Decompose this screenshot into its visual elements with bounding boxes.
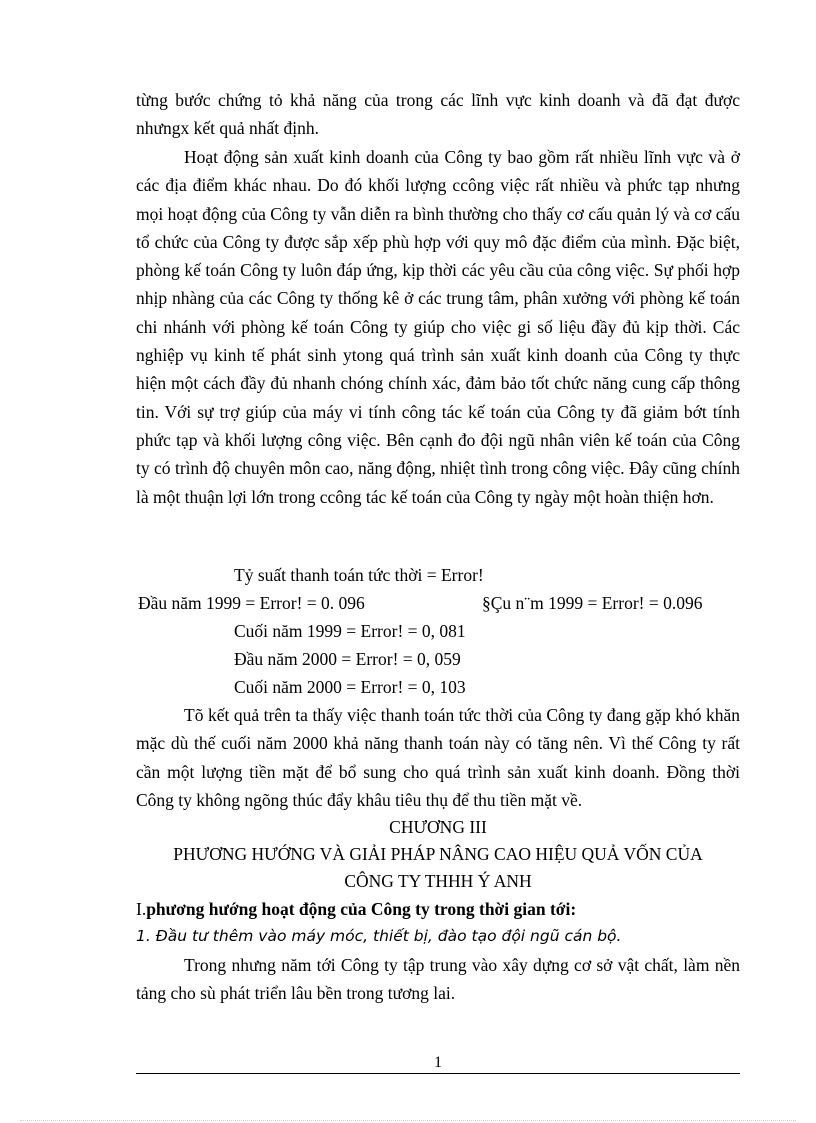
chapter-title-line-2: CÔNG TY THHH Ý ANH	[344, 871, 532, 891]
paragraph-conclusion: Tõ kết quả trên ta thấy việc thanh toán tức thời của Công ty đang gặp khó khăn mặc dù thế cuối năm 2000 khả năng thanh toán này có tăng nên. Vì thế Công ty rất cần một lượng tiền mặt để bổ sung cho quá trình sản xuất kinh doanh. Đồng thời Công ty không ngõng thúc đẩy khâu tiêu thụ để thu tiền mặt về.	[136, 705, 740, 810]
paragraph-investment: Trong nhưng năm tới Công ty tập trung vào xây dựng cơ sở vật chất, làm nền tảng cho sù phát triển lâu bền trong tương lai.	[136, 955, 740, 1004]
section-title: phương hướng hoạt động của Công ty trong thời gian tới:	[146, 899, 577, 919]
section-heading	[136, 897, 740, 921]
formula-start-1999-garbled: §Çu n¨m 1999 = Error! = 0.096	[482, 593, 703, 613]
formula-end-2000: Cuối năm 2000 = Error! = 0, 103	[234, 677, 466, 697]
subsection-heading: 1. Đầu tư thêm vào máy móc, thiết bị, đào tạo đội ngũ cán bộ.	[136, 927, 622, 945]
chapter-title-line-1: PHƯƠNG HƯỚNG VÀ GIẢI PHÁP NÂNG CAO HIỆU QUẢ VỐN CỦA	[173, 844, 703, 864]
formula-start-2000: Đầu năm 2000 = Error! = 0, 059	[234, 649, 461, 669]
chapter-number: CHƯƠNG III	[389, 817, 487, 837]
section-prefix: I.	[136, 899, 147, 919]
page-bottom-edge	[20, 1120, 796, 1121]
ratio-title: Tỷ suất thanh toán tức thời = Error!	[234, 565, 484, 585]
formula-end-1999: Cuối năm 1999 = Error! = 0, 081	[234, 621, 466, 641]
paragraph-continuation: từng bước chứng tỏ khả năng của trong các lĩnh vực kinh doanh và đã đạt được nhưngx kết quả nhất định.	[136, 90, 740, 139]
formula-start-1999: Đầu năm 1999 = Error! = 0. 096	[138, 593, 365, 613]
footer-rule	[136, 1073, 740, 1074]
paragraph-accounting-overview: Hoạt động sản xuất kinh doanh của Công ty bao gồm rất nhiều lĩnh vực và ở các địa điểm khác nhau. Do đó khối lượng ccông việc rất nhiều và phức tạp nhưng mọi hoạt động của Công ty vẫn diễn ra bình thường cho thấy cơ cấu quản lý và cơ cấu tổ chức của Công ty được sắp xếp phù hợp với quy mô đặc điểm của mình. Đặc biệt, phòng kế toán Công ty luôn đáp ứng, kịp thời các yêu cầu của công việc. Sự phối hợp nhịp nhàng của các Công ty thống kê ở các trung tâm, phân xưởng với phòng kế toán chi nhánh với phòng kế toán Công ty giúp cho việc gi số liệu đầy đủ kịp thời. Các nghiệp vụ kinh tế phát sinh ytong quá trình sản xuất kinh doanh của Công ty thực hiện một cách đầy đủ nhanh chóng chính xác, đảm bảo tốt chức năng cung cấp thông tin. Với sự trợ giúp của máy vi tính công tác kế toán của Công ty đã giảm bớt tính phức tạp và khối lượng công việc. Bên cạnh đo đội ngũ nhân viên kế toán của Công ty có trình độ chuyên môn cao, năng động, nhiệt tình trong công việc. Đây cũng chính là một thuận lợi lớn trong ccông tác kế toán của Công ty ngày một hoàn thiện hơn.	[136, 147, 740, 507]
page-number: 1	[434, 1054, 442, 1071]
